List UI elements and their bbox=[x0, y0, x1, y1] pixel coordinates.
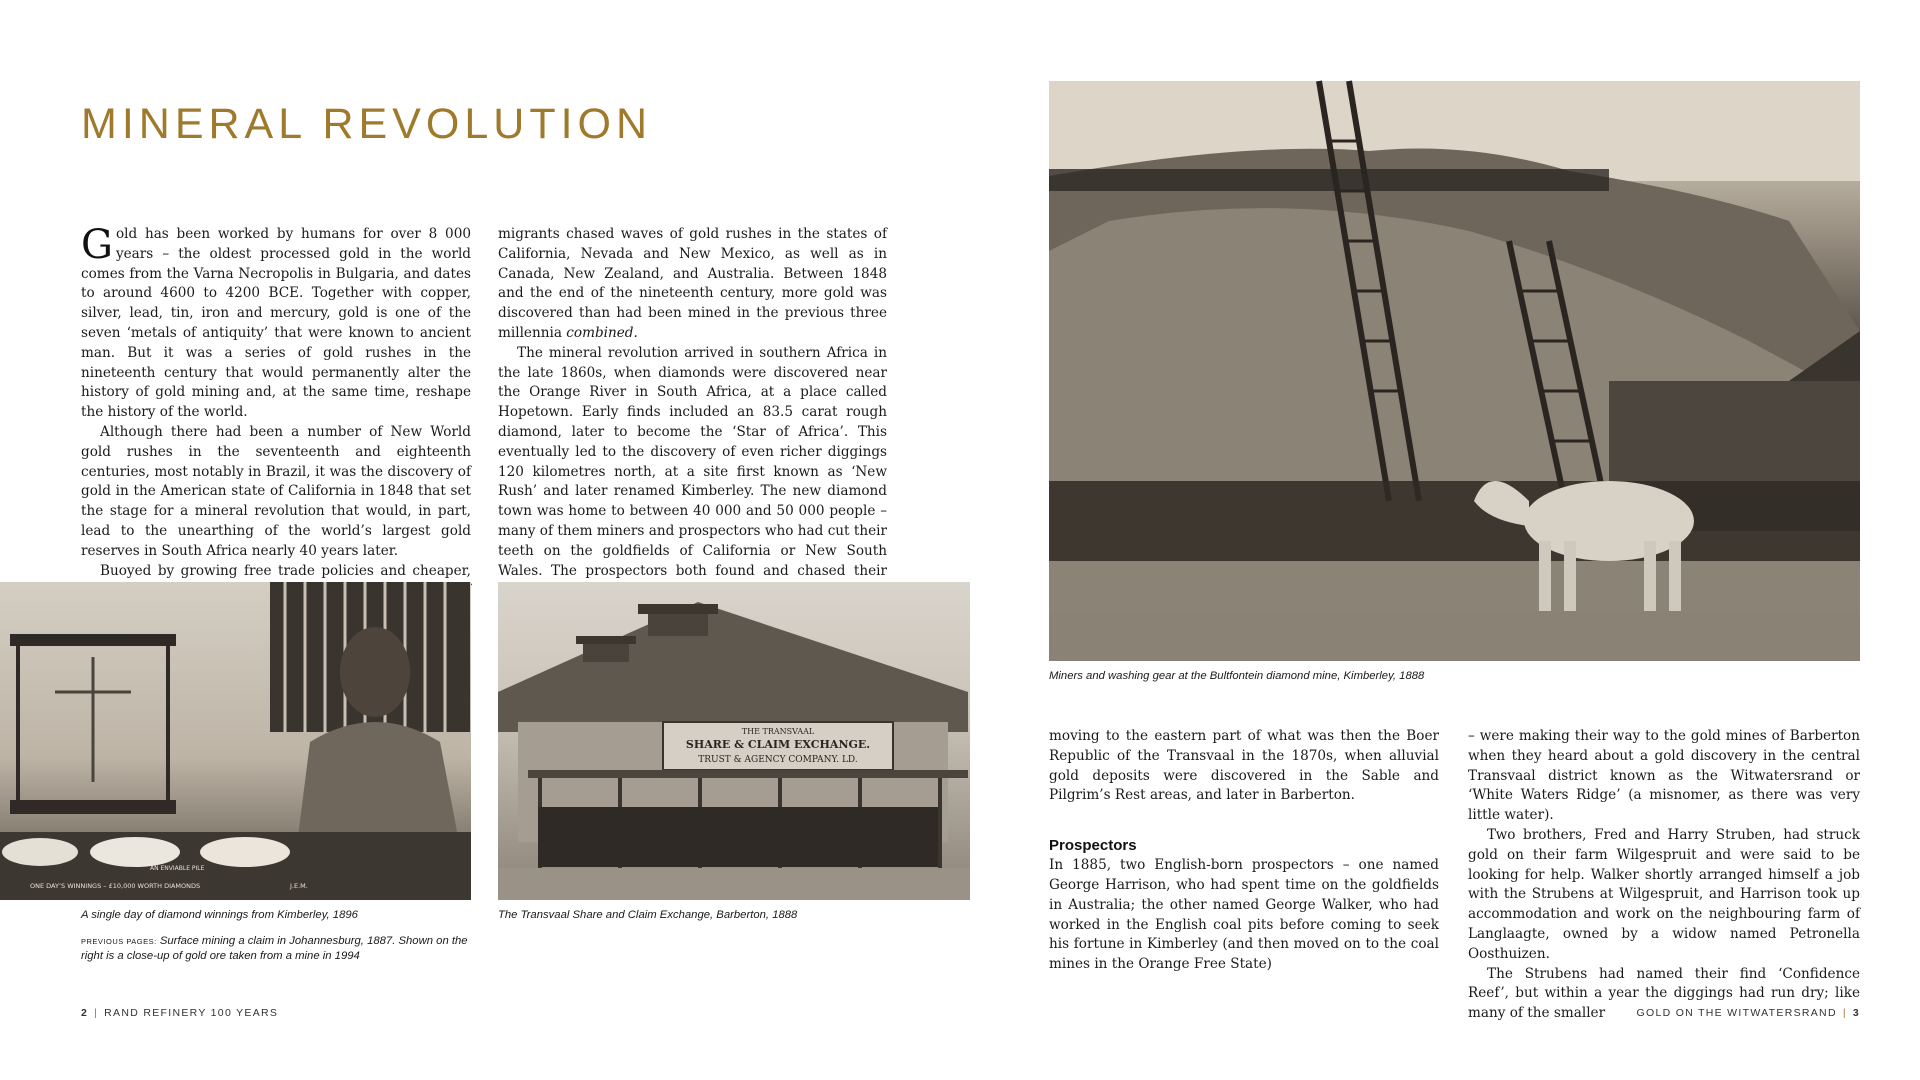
exchange-photo-caption: The Transvaal Share and Claim Exchange, Barberton, 1888 bbox=[498, 909, 798, 921]
right-running-title: GOLD ON THE WITWATERSRAND bbox=[1636, 1007, 1837, 1019]
left-column-2 bbox=[498, 225, 887, 579]
diamond-winnings-illustration bbox=[0, 582, 471, 900]
mine-photo-caption: Miners and washing gear at the Bultfontein diamond mine, Kimberley, 1888 bbox=[1049, 670, 1425, 682]
paragraph: moving to the eastern part of what was then the Boer Republic of the Transvaal in the 1870s, when alluvial gold deposits were discovered in the Sable and Pilgrim’s Rest areas, and later in Barberton. bbox=[1049, 728, 1439, 804]
exchange-sign-line-3: TRUST & AGENCY COMPANY. LD. bbox=[698, 755, 858, 765]
bultfontein-mine-photo bbox=[1049, 81, 1860, 661]
paragraph: Although there had been a number of New World gold rushes in the seventeenth and eighteenth centuries, most notably in Brazil, it was the discovery of gold in the American state of California in 1848 that set the stage for a mineral revolution that would, in part, lead to the unearthing of the world’s largest gold reserves in South Africa nearly 40 years later. bbox=[81, 423, 471, 559]
previous-pages-text: Surface mining a claim in Johannesburg, 1887. Shown on the right is a close-up of gold ore taken from a mine in 1994 bbox=[81, 935, 468, 962]
exchange-photo bbox=[498, 582, 970, 900]
previous-pages-label: PREVIOUS PAGES: bbox=[81, 937, 157, 946]
exchange-sign-line-1: THE TRANSVAAL bbox=[741, 727, 815, 736]
paragraph: The Strubens had named their find ‘Confidence Reef’, but within a year the diggings had run dry; like many of the smaller bbox=[1468, 965, 1860, 1022]
exchange-illustration bbox=[498, 582, 970, 900]
left-footer bbox=[81, 1007, 278, 1019]
paragraph: Buoyed by growing free trade policies and cheaper, bbox=[100, 562, 471, 579]
section-heading-prospectors: Prospectors bbox=[1049, 837, 1137, 855]
diamond-inscription-1: AN ENVIABLE PILE bbox=[150, 865, 205, 872]
paragraph: Two brothers, Fred and Harry Struben, had struck gold on their farm Wilgespruit and were said to be looking for help. Walker shortly arranged himself a job with the Strubens at Wilgespruit, and Harrison took up accommodation and work on the neighbouring farm of Langlaagte, owned by a widow named Petronella Oosthuizen. bbox=[1468, 826, 1860, 962]
right-column-1 bbox=[1049, 727, 1439, 973]
paragraph: In 1885, two English-born prospectors – one named George Harrison, who had spent time on the goldfields in Australia; the other named George Walker, who had worked in the English coal pits before coming to seek his fortune in Kimberley (and then moved on to the coal mines in the Orange Free State) bbox=[1049, 857, 1439, 973]
footer-separator: | bbox=[94, 1007, 99, 1019]
diamond-inscription-2: ONE DAY’S WINNINGS – £10,000 WORTH DIAMONDS bbox=[30, 882, 201, 890]
left-page-number: 2 bbox=[81, 1007, 89, 1019]
paragraph: migrants chased waves of gold rushes in the states of California, Nevada and New Mexico, as well as in Canada, New Zealand, and Australia. Between 1848 and the end of the nineteenth century, more gold was discovered than had been mined in the previous three millennia combined. bbox=[498, 226, 887, 341]
diamond-photo-caption: A single day of diamond winnings from Kimberley, 1896 bbox=[81, 909, 358, 921]
drop-cap: G bbox=[81, 222, 113, 268]
paragraph: – were making their way to the gold mines of Barberton when they heard about a gold discovery in the central Transvaal district known as the Witwatersrand or ‘White Waters Ridge’ (a misnomer, as there was very little water). bbox=[1468, 728, 1860, 824]
footer-separator: | bbox=[1842, 1007, 1847, 1019]
exchange-sign-line-2: SHARE & CLAIM EXCHANGE. bbox=[685, 738, 871, 751]
paragraph: The mineral revolution arrived in southern Africa in the late 1860s, when diamonds were discovered near the Orange River in South Africa, at a place called Hopetown. Early finds included an 83.5 carat rough diamond, later to become the ‘Star of Africa’. This eventually led to the discovery of even richer diggings 120 kilometres north, at a site first known as ‘New Rush’ and later renamed Kimberley. The new diamond town was home to between 40 000 and 50 000 people – many of them miners and prospectors who had cut their teeth on the goldfields of California or New South Wales. The prospectors both found and chased their bbox=[498, 344, 887, 579]
right-page-number: 3 bbox=[1852, 1007, 1860, 1019]
page-title: MINERAL REVOLUTION bbox=[81, 100, 653, 148]
bultfontein-mine-illustration bbox=[1049, 81, 1860, 661]
left-column-1 bbox=[81, 222, 471, 579]
right-footer bbox=[1637, 1007, 1860, 1019]
diamond-winnings-photo bbox=[0, 582, 471, 900]
left-running-title: RAND REFINERY 100 YEARS bbox=[104, 1007, 279, 1019]
paragraph: Gold has been worked by humans for over 8 000 years – the oldest processed gold in the world comes from the Varna Necropolis in Bulgaria, and dates to around 4600 to 4200 BCE. Together with copper, silver, lead, tin, iron and mercury, gold is one of the seven ‘metals of antiquity’ that were known to ancient man. But it was a series of gold rushes in the nineteenth century that would permanently alter the history of gold mining and, at the same time, reshape the history of the world. bbox=[81, 222, 471, 421]
previous-pages-note bbox=[81, 934, 471, 964]
diamond-initials: J.E.M. bbox=[290, 882, 308, 890]
